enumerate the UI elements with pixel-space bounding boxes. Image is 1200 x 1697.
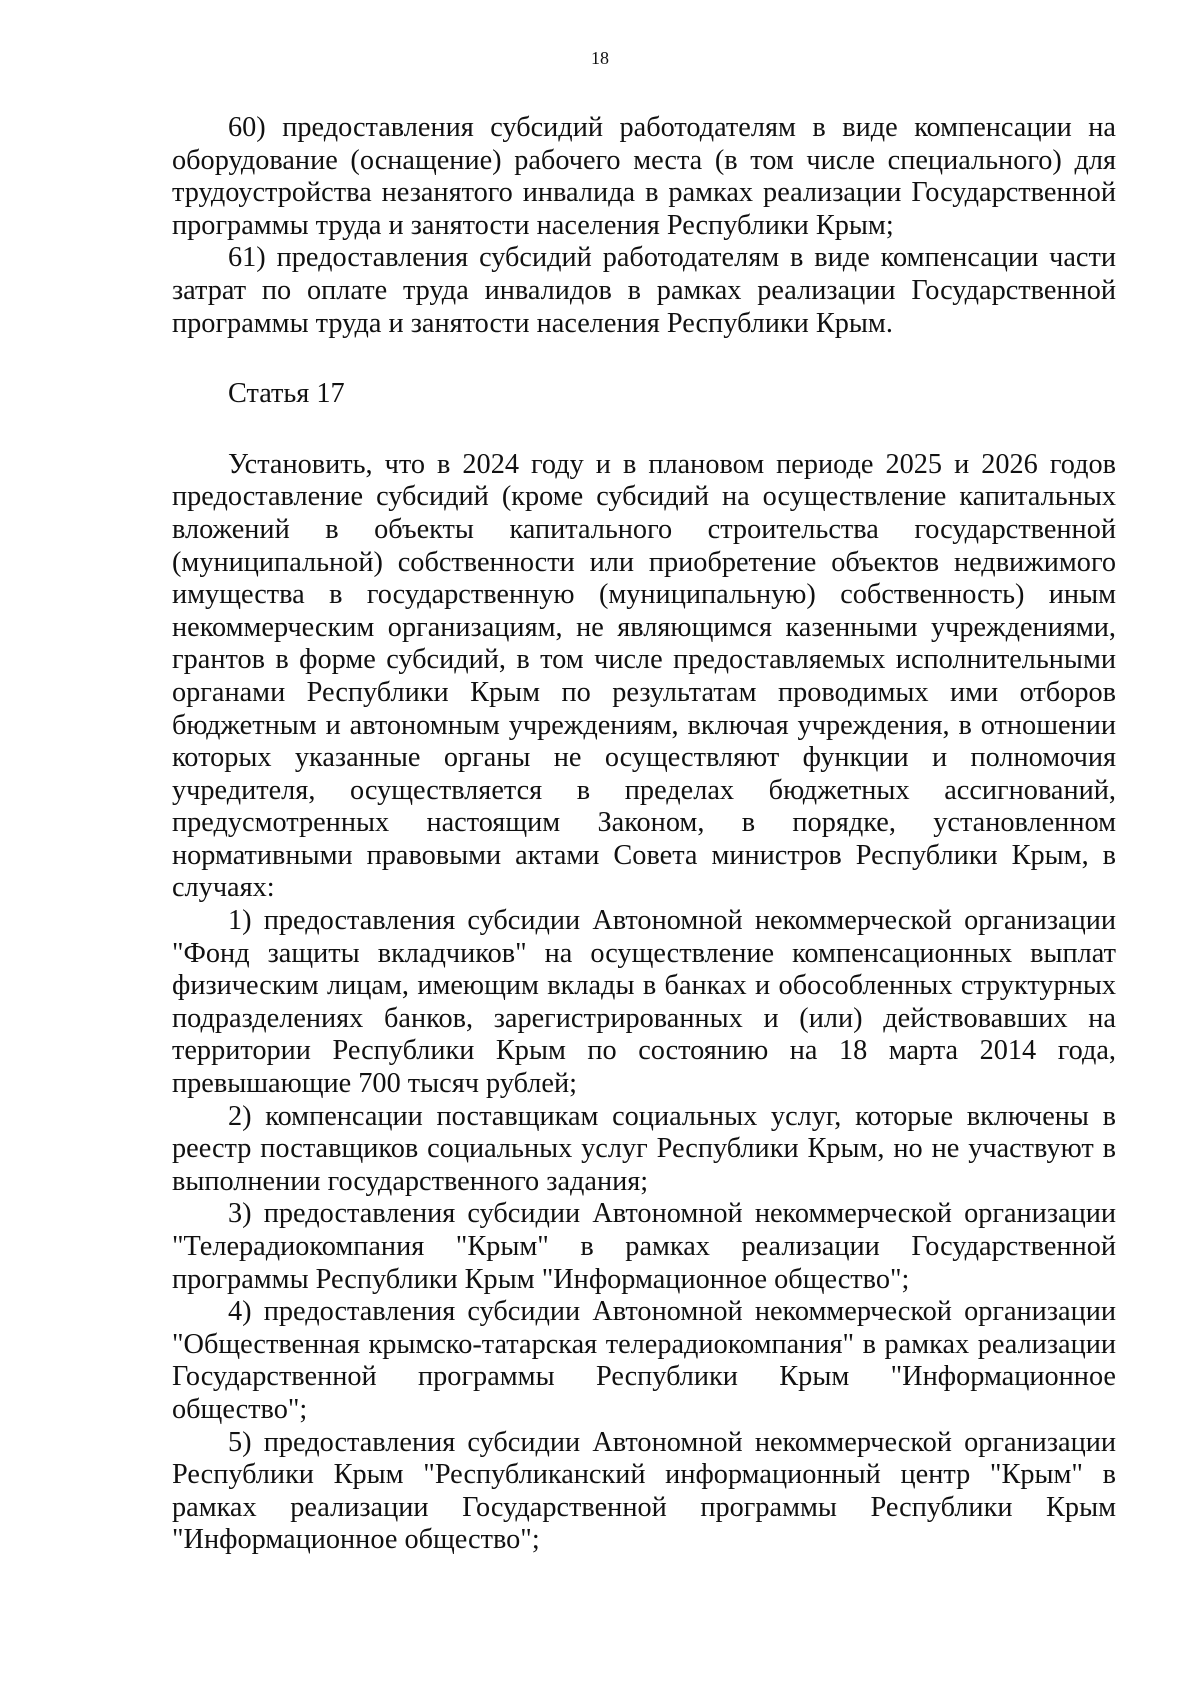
page-number: 18 <box>591 48 609 68</box>
paragraph-item-60: 60) предоставления субсидий работодателям в виде компенсации на оборудование (оснащение) рабочего места (в том числе специального) для трудоустройства незанятого инвалида в рамках реализации Государственной программы труда и занятости населения Республики Крым; <box>172 112 1116 241</box>
list-item-5: 5) предоставления субсидии Автономной некоммерческой организации Республики Крым "Республиканский информационный центр "Крым" в рамках реализации Государственной программы Республики Крым "Информационное общество"; <box>172 1426 1116 1556</box>
list-item-1: 1) предоставления субсидии Автономной некоммерческой организации "Фонд защиты вкладчиков" на осуществление компенсационных выплат физическим лицам, имеющим вклады в банках и обособленных структурных подразделениях банков, зарегистрированных и (или) действовавших на территории Республики Крым по состоянию на 18 марта 2014 года, превышающие 700 тысяч рублей; <box>172 905 1116 1100</box>
article-intro-paragraph: Установить, что в 2024 году и в плановом периоде 2025 и 2026 годов предоставление субсидий (кроме субсидий на осуществление капитальных вложений в объекты капитального строительства государственной (муниципальной) собственности или приобретение объектов недвижимого имущества в государственную (муниципальную) собственность) иным некоммерческим организациям, не являющимся казенными учреждениями, грантов в форме субсидий, в том числе предоставляемых исполнительными органами Республики Крым по результатам проводимых ими отборов бюджетным и автономным учреждениям, включая учреждения, в отношении которых указанные органы не осуществляют функции и полномочия учредителя, осуществляется в пределах бюджетных ассигнований, предусмотренных настоящим Законом, в порядке, установленном нормативными правовыми актами Совета министров Республики Крым, в случаях: <box>172 448 1116 904</box>
document-body <box>172 112 1116 1557</box>
paragraph-item-61: 61) предоставления субсидий работодателям в виде компенсации части затрат по оплате труда инвалидов в рамках реализации Государственной программы труда и занятости населения Республики Крым. <box>172 242 1116 339</box>
article-heading: Статья 17 <box>228 378 345 410</box>
list-item-3: 3) предоставления субсидии Автономной некоммерческой организации "Телерадиокомпания "Крым" в рамках реализации Государственной программы Республики Крым "Информационное общество"; <box>172 1198 1116 1295</box>
list-item-4: 4) предоставления субсидии Автономной некоммерческой организации "Общественная крымско-татарская телерадиокомпания" в рамках реализации Государственной программы Республики Крым "Информационное общество"; <box>172 1296 1116 1425</box>
list-item-2: 2) компенсации поставщикам социальных услуг, которые включены в реестр поставщиков социальных услуг Республики Крым, но не участвуют в выполнении государственного задания; <box>172 1100 1116 1197</box>
